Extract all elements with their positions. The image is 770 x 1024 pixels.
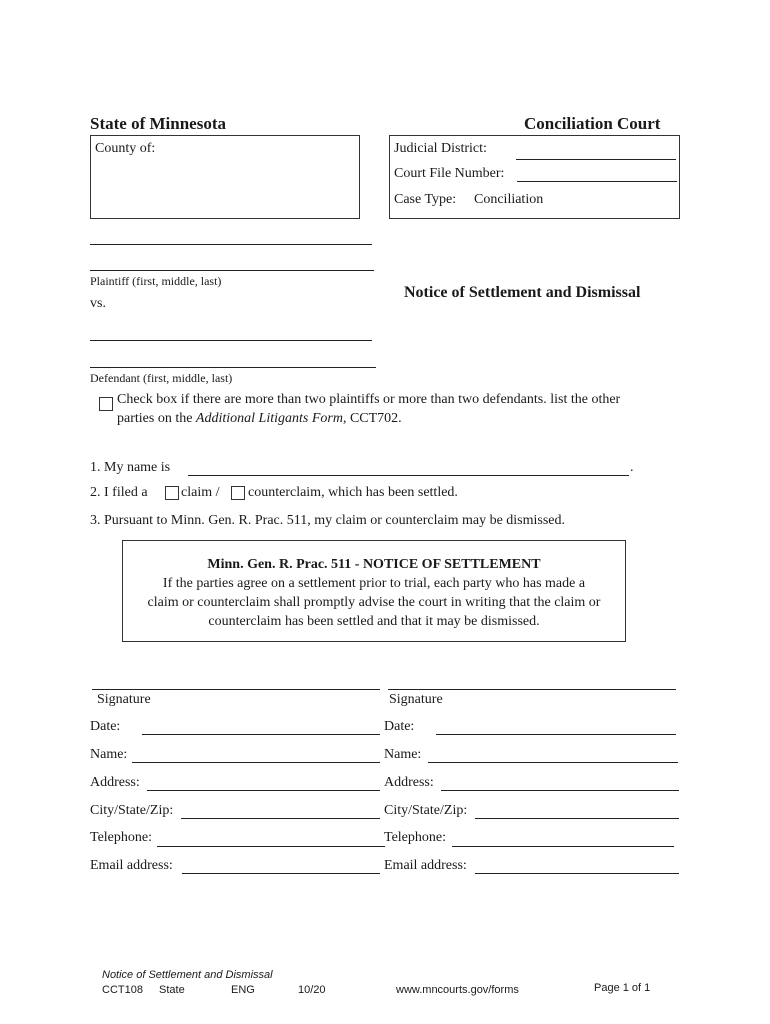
rule-notice-line-1: If the parties agree on a settlement prior to trial, each party who has made a	[162, 576, 586, 591]
address-field-left[interactable]	[147, 790, 380, 791]
telephone-field-left[interactable]	[157, 846, 385, 847]
date-label-right: Date:	[384, 719, 415, 734]
counterclaim-option-label: counterclaim, which has been settled.	[248, 485, 458, 500]
footer-revision: 10/20	[298, 984, 326, 996]
city-state-zip-field-left[interactable]	[181, 818, 380, 819]
name-field-right[interactable]	[428, 762, 678, 763]
name-label-left: Name:	[90, 747, 128, 762]
versus-text: vs.	[90, 296, 106, 311]
defendant-line-1[interactable]	[90, 340, 372, 341]
county-box	[90, 135, 360, 219]
email-label-right: Email address:	[384, 858, 467, 873]
address-field-right[interactable]	[441, 790, 679, 791]
case-type-value: Conciliation	[474, 192, 544, 207]
claim-checkbox[interactable]	[165, 486, 179, 500]
signature-label-left: Signature	[97, 692, 151, 707]
rule-notice-line-2: claim or counterclaim shall promptly advise the court in writing that the claim or	[147, 595, 601, 610]
statement-2-label: 2. I filed a	[90, 485, 148, 500]
footer-title: Notice of Settlement and Dismissal	[102, 969, 273, 981]
statement-1-label: 1. My name is	[90, 460, 171, 475]
date-field-left[interactable]	[142, 734, 380, 735]
additional-litigants-text-post: , CCT702.	[342, 411, 402, 426]
email-field-left[interactable]	[182, 873, 380, 874]
court-file-number-field[interactable]	[517, 181, 677, 182]
date-label-left: Date:	[90, 719, 121, 734]
signature-line-right[interactable]	[388, 689, 676, 690]
case-info-box	[389, 135, 680, 219]
county-label: County of:	[95, 141, 156, 156]
statement-3: 3. Pursuant to Minn. Gen. R. Prac. 511, my claim or counterclaim may be dismissed.	[90, 513, 566, 528]
judicial-district-label: Judicial District:	[394, 141, 487, 156]
rule-notice-line-3: counterclaim has been settled and that it may be dismissed.	[208, 614, 540, 629]
court-file-number-label: Court File Number:	[394, 166, 505, 181]
signature-label-right: Signature	[389, 692, 443, 707]
plaintiff-line-1[interactable]	[90, 244, 372, 245]
footer-page-number: Page 1 of 1	[594, 982, 651, 994]
footer-url[interactable]: www.mncourts.gov/forms	[396, 984, 519, 996]
city-state-zip-label-right: City/State/Zip:	[384, 803, 468, 818]
plaintiff-line-2[interactable]	[90, 270, 374, 271]
counterclaim-checkbox[interactable]	[231, 486, 245, 500]
address-label-left: Address:	[90, 775, 140, 790]
telephone-label-left: Telephone:	[90, 830, 152, 845]
my-name-field[interactable]	[188, 475, 629, 476]
footer-form-code: CCT108	[102, 984, 143, 996]
additional-litigants-text-line1: Check box if there are more than two plaintiffs or more than two defendants. list the other	[117, 392, 621, 407]
name-label-right: Name:	[384, 747, 422, 762]
additional-litigants-text-pre: parties on the	[117, 411, 196, 426]
additional-litigants-text-line2	[117, 411, 402, 427]
address-label-right: Address:	[384, 775, 434, 790]
state-heading: State of Minnesota	[90, 114, 226, 133]
court-heading: Conciliation Court	[524, 114, 661, 133]
email-label-left: Email address:	[90, 858, 173, 873]
rule-notice-title: Minn. Gen. R. Prac. 511 - NOTICE OF SETTLEMENT	[207, 557, 541, 572]
footer-language: ENG	[231, 984, 255, 996]
form-title: Notice of Settlement and Dismissal	[404, 284, 641, 301]
judicial-district-field[interactable]	[516, 159, 676, 160]
city-state-zip-label-left: City/State/Zip:	[90, 803, 174, 818]
additional-litigants-checkbox[interactable]	[99, 397, 113, 411]
telephone-field-right[interactable]	[452, 846, 674, 847]
email-field-right[interactable]	[475, 873, 679, 874]
date-field-right[interactable]	[436, 734, 676, 735]
city-state-zip-field-right[interactable]	[475, 818, 679, 819]
additional-litigants-form-name: Additional Litigants Form	[195, 411, 343, 426]
plaintiff-label: Plaintiff (first, middle, last)	[90, 274, 222, 288]
rule-notice-box	[122, 540, 626, 642]
name-field-left[interactable]	[132, 762, 380, 763]
statement-1-end: .	[630, 460, 634, 475]
signature-line-left[interactable]	[92, 689, 380, 690]
defendant-label: Defendant (first, middle, last)	[90, 371, 233, 385]
telephone-label-right: Telephone:	[384, 830, 446, 845]
case-type-label: Case Type:	[394, 192, 457, 207]
defendant-line-2[interactable]	[90, 367, 376, 368]
claim-option-label: claim /	[181, 485, 220, 500]
footer-jurisdiction: State	[159, 984, 185, 996]
